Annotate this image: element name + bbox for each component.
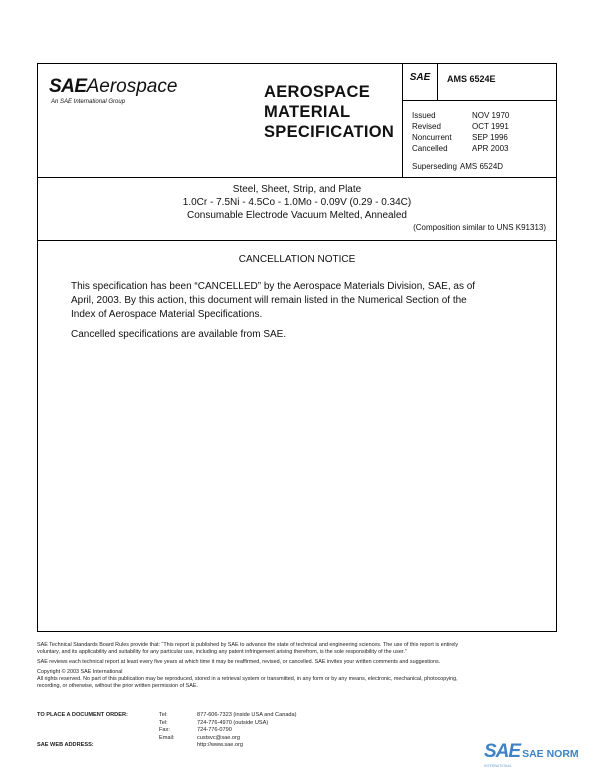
legal-footer: [37, 642, 567, 693]
info-top-row: [403, 64, 557, 101]
date-row: [412, 121, 552, 132]
subject-line: 1.0Cr - 7.5Ni - 4.5Co - 1.0Mo - 0.09V (0.29 - 0.34C): [182, 197, 412, 208]
sae-norm-brand-logo: [484, 741, 579, 768]
title-line: SPECIFICATION: [264, 123, 395, 141]
cancellation-paragraph: [71, 280, 531, 322]
brand-name: SAE NORM: [522, 748, 579, 760]
title-line: MATERIAL: [264, 103, 351, 121]
contact-key: Email:: [159, 734, 175, 741]
subject-line: Consumable Electrode Vacuum Melted, Annealed: [187, 210, 407, 221]
contact-key: Tel:: [159, 719, 168, 726]
title-line: AEROSPACE: [264, 83, 370, 101]
date-row: [412, 143, 552, 154]
composition-note: (Composition similar to UNS K91313): [413, 223, 546, 232]
date-value: OCT 1991: [472, 122, 509, 131]
footer-line: recording, or otherwise, without the prior written permission of SAE.: [37, 683, 198, 689]
cancellation-notice-title: CANCELLATION NOTICE: [238, 254, 356, 265]
logo-sae-text: SAE: [49, 76, 87, 97]
subject-band: [38, 177, 556, 241]
date-label: Cancelled: [412, 144, 448, 153]
superseding-value: AMS 6524D: [459, 162, 504, 171]
logo-subtitle: An SAE International Group: [51, 99, 126, 105]
contact-value[interactable]: 724-776-0790: [197, 727, 232, 733]
brand-tagline: INTERNATIONAL: [484, 764, 512, 768]
document-info-box: [402, 64, 557, 177]
date-value: NOV 1970: [472, 111, 510, 120]
date-label: Noncurrent: [412, 133, 452, 142]
paragraph-line: April, 2003. By this action, this document will remain listed in the Numerical Section of the: [71, 295, 467, 306]
paragraph-line: This specification has been “CANCELLED” by the Aerospace Materials Division, SAE, as of: [71, 281, 476, 292]
footer-copyright-paragraph: [37, 669, 567, 690]
date-value: SEP 1996: [472, 133, 508, 142]
date-value: APR 2003: [472, 144, 509, 153]
date-row: [412, 132, 552, 143]
sae-mini-logo: SAE: [403, 64, 438, 100]
sae-aerospace-logo: [49, 76, 178, 105]
footer-line: All rights reserved. No part of this publication may be reproduced, stored in a retrieval system or transmitted, in any form or by any means, electronic, mechanical, photocopying,: [37, 676, 458, 682]
paragraph-line: Index of Aerospace Material Specifications.: [71, 309, 263, 320]
document-header: [38, 64, 556, 178]
footer-line: voluntary, and its applicability and suitability for any particular use, including any patent infringement arising therefrom, is the sole responsibility of the user.”: [37, 649, 407, 655]
superseding-line: [412, 162, 503, 171]
logo-aerospace-text: Aerospace: [86, 76, 178, 97]
footer-rules-paragraph: [37, 642, 567, 656]
contact-key: Tel:: [159, 712, 168, 718]
availability-paragraph: Cancelled specifications are available from SAE.: [71, 329, 287, 340]
contact-key: Fax:: [159, 727, 170, 733]
document-number: AMS 6524E: [447, 74, 496, 84]
web-address-link[interactable]: http://www.sae.org: [197, 742, 244, 748]
order-label: TO PLACE A DOCUMENT ORDER:: [37, 712, 128, 718]
subject-line: Steel, Sheet, Strip, and Plate: [232, 184, 362, 195]
date-row: [412, 110, 552, 121]
date-label: Revised: [412, 122, 441, 131]
footer-review-paragraph: SAE reviews each technical report at least every five years at which time it may be reaffirmed, revised, or cancelled. SAE invites your written comments and suggestions.: [37, 659, 441, 665]
contact-email-link[interactable]: custsvc@sae.org: [197, 734, 240, 741]
web-label: SAE WEB ADDRESS:: [37, 742, 94, 748]
contact-value[interactable]: 724-776-4970 (outside USA): [197, 719, 269, 726]
brand-mark: SAE: [484, 741, 521, 762]
footer-line: Copyright © 2003 SAE International: [37, 669, 123, 675]
footer-line: SAE Technical Standards Board Rules provide that: “This report is published by SAE to advance the state of technical and engineering sciences. The use of this report is entirely: [37, 642, 459, 648]
document-frame: [37, 63, 557, 632]
document-dates: [412, 110, 552, 154]
contact-value[interactable]: 877-606-7323 (inside USA and Canada): [197, 712, 297, 718]
date-label: Issued: [412, 111, 436, 120]
superseding-label: Superseding: [412, 162, 457, 171]
document-type-title: [264, 82, 394, 142]
